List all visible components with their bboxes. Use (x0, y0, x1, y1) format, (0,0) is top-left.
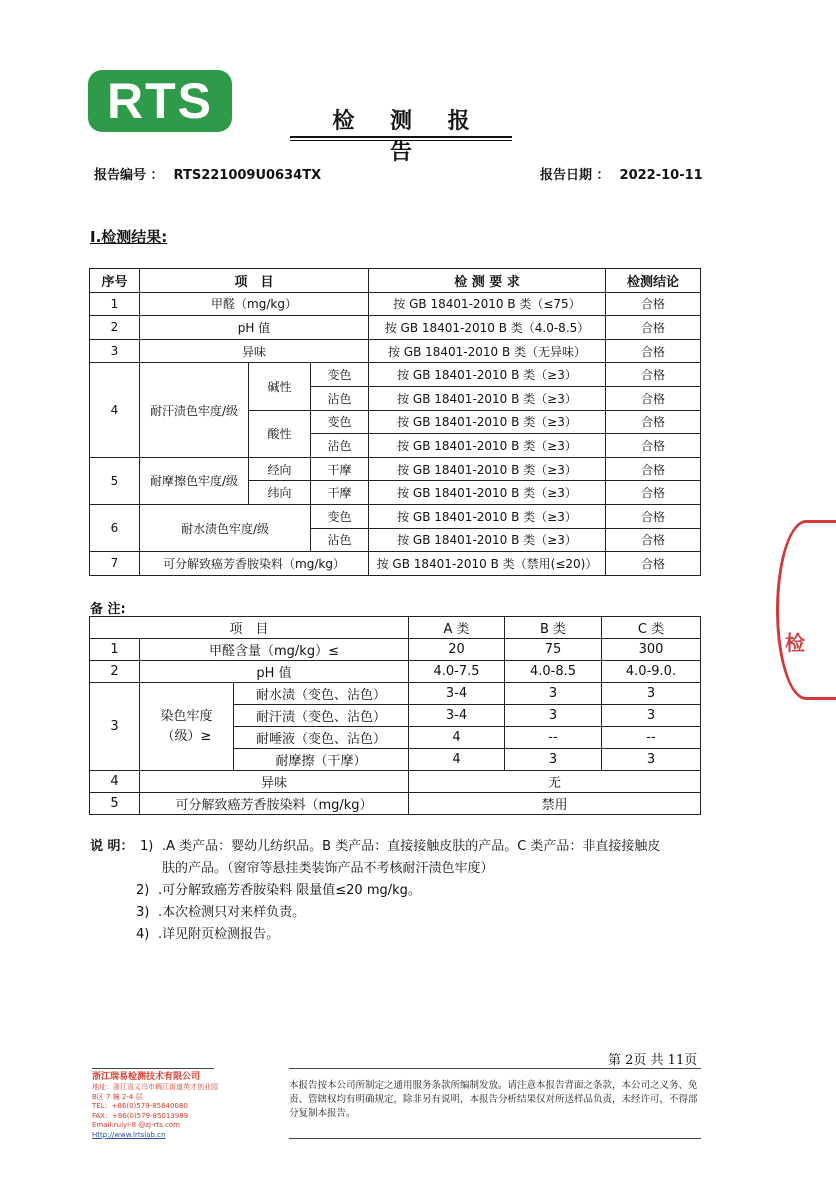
table-row: 纬向 干摩 按 GB 18401-2010 B 类（≥3） 合格 (90, 481, 701, 505)
footer-divider (92, 1068, 214, 1069)
explanation-item: 3) .本次检测只对来样负责。 (136, 905, 306, 920)
section-title: I.检测结果: (90, 228, 168, 246)
table-header-row: 项 目 A 类 B 类 C 类 (90, 617, 701, 639)
official-seal-stamp: 检 (776, 520, 836, 700)
logo-text: RTS (107, 73, 213, 129)
footer-divider (289, 1138, 701, 1139)
table-row: 耐汗渍（变色、沾色） 3-4 3 3 (90, 705, 701, 727)
document-title: 检 测 报 告 (332, 109, 484, 165)
table-row: 1 甲醛（mg/kg） 按 GB 18401-2010 B 类（≤75） 合格 (90, 292, 701, 316)
footer-divider (289, 1068, 701, 1069)
page-number: 第 2页 共 11页 (608, 1053, 698, 1068)
table-row: 1 甲醛含量（mg/kg）≤ 20 75 300 (90, 639, 701, 661)
table-row: 5 耐摩擦色牢度/级 经向 干摩 按 GB 18401-2010 B 类（≥3） 合格 (90, 457, 701, 481)
notes-heading: 备 注: (90, 602, 126, 617)
table-row: 3 异味 按 GB 18401-2010 B 类（无异味） 合格 (90, 339, 701, 363)
company-website-link[interactable]: Http://www.lrtslab.cn (92, 1130, 166, 1139)
table-row: 3 染色牢度 （级）≥ 耐水渍（变色、沾色） 3-4 3 3 (90, 683, 701, 705)
table-row: 2 pH 值 按 GB 18401-2010 B 类（4.0-8.5） 合格 (90, 316, 701, 340)
table-row: 7 可分解致癌芳香胺染料（mg/kg） 按 GB 18401-2010 B 类（禁用(≤20)） 合格 (90, 552, 701, 576)
results-table (89, 268, 701, 576)
table-row: 沾色 按 GB 18401-2010 B 类（≥3） 合格 (90, 434, 701, 458)
report-date-value: 2022-10-11 (619, 168, 703, 183)
table-row: 2 pH 值 4.0-7.5 4.0-8.5 4.0-9.0. (90, 661, 701, 683)
explanation-item: 2) .可分解致癌芳香胺染料 限量值≤20 mg/kg。 (136, 883, 421, 898)
table-row: 4 耐汗渍色牢度/级 碱性 变色 按 GB 18401-2010 B 类（≥3） 合格 (90, 363, 701, 387)
table-row: 沾色 按 GB 18401-2010 B 类（≥3） 合格 (90, 528, 701, 552)
report-number-value: RTS221009U0634TX (173, 168, 322, 183)
dye-fastness-group: 染色牢度 （级）≥ (140, 683, 234, 771)
table-row: 耐摩擦（干摩） 4 3 3 (90, 749, 701, 771)
disclaimer-text: 本报告按本公司所制定之通用服务条款所编制发放。请注意本报告背面之条款，本公司之义务、免责、管辖权均有明确规定，除非另有说明，本报告分析结果仅对所送样品负责，未经许可，不得部分复制本报告。 (289, 1080, 698, 1119)
table-row: 耐唾液（变色、沾色） 4 -- -- (90, 727, 701, 749)
explanation-item: 说 明： 1) .A 类产品：婴幼儿纺织品。B 类产品：直接接触皮肤的产品。C 类产品：非直接接触皮 (90, 839, 661, 854)
notes-table (89, 616, 701, 815)
company-name: 浙江瑞易检测技术有限公司 (92, 1072, 201, 1082)
table-row: 酸性 变色 按 GB 18401-2010 B 类（≥3） 合格 (90, 410, 701, 434)
table-header-row: 序号 项 目 检 测 要 求 检测结论 (90, 269, 701, 293)
table-row: 5 可分解致癌芳香胺染料（mg/kg） 禁用 (90, 793, 701, 815)
report-number: 报告编号 ： RTS221009U0634TX (94, 168, 322, 183)
table-row: 沾色 按 GB 18401-2010 B 类（≥3） 合格 (90, 386, 701, 410)
explanation-item: 4) .详见附页检测报告。 (136, 927, 280, 942)
company-info: 浙江瑞易检测技术有限公司 地址：浙江省义乌市稠江街道英才创业园 B区 7 幢 2-4 层 TEL：+86(0)579-85640080 FAX：+86(0)579-85013989 Email:ruiyi-8 @zj-rts.com Http://www.lrtslab.cn (92, 1072, 218, 1139)
rts-logo (88, 70, 232, 132)
title-underline-thin (290, 140, 512, 141)
explanation-notes: 说 明： 1) .A 类产品：婴幼儿纺织品。B 类产品：直接接触皮肤的产品。C 类产品：非直接接触皮 肤的产品。（窗帘等悬挂类装饰产品不考核耐汗渍色牢度） 2) .可分解致癌芳香胺染料 限量值≤20 mg/kg。 3) .本次检测只对来样负责。 4) .详见附页检测报告。 (90, 836, 710, 946)
report-date: 报告日期 ： 2022-10-11 (540, 168, 703, 183)
title-underline (290, 136, 512, 138)
table-row: 4 异味 无 (90, 771, 701, 793)
table-row: 6 耐水渍色牢度/级 变色 按 GB 18401-2010 B 类（≥3） 合格 (90, 504, 701, 528)
